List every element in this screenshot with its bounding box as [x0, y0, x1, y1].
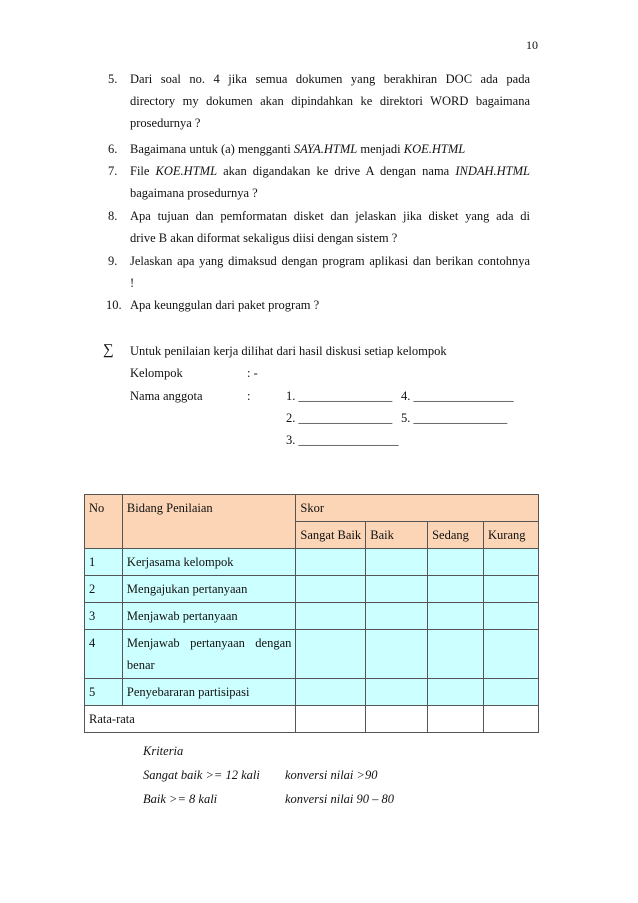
question-5: 5. Dari soal no. 4 jika semua dokumen yang berakhiran DOC ada pada directory my dokumen akan dipindahkan ke direktori WORD bagaimana prosedurnya ?: [108, 68, 530, 134]
header-sangat-baik: Sangat Baik: [296, 522, 366, 549]
header-no: No: [85, 495, 123, 549]
question-5-line-3: prosedurnya ?: [130, 116, 201, 130]
table-row: 2 Mengajukan pertanyaan: [85, 576, 539, 603]
group-label: Kelompok: [130, 366, 183, 380]
sigma-icon: ∑: [103, 342, 114, 358]
table-row: 3 Menjawab pertanyaan: [85, 603, 539, 630]
question-5-line-1: Dari soal no. 4 jika semua dokumen yang berakhiran DOC ada pada: [130, 72, 530, 86]
header-sedang: Sedang: [428, 522, 484, 549]
criteria-1-right: konversi nilai >90: [285, 768, 378, 782]
members-label: Nama anggota: [130, 389, 203, 403]
footer-rata-rata: Rata-rata: [85, 706, 296, 733]
member-3: 3. ________________: [286, 433, 399, 447]
header-kurang: Kurang: [484, 522, 539, 549]
member-4: 4. ________________: [401, 389, 514, 403]
header-skor: Skor: [296, 495, 539, 522]
question-6: 6. Bagaimana untuk (a) mengganti SAYA.HTML menjadi KOE.HTML: [108, 142, 466, 156]
member-5: 5. _______________: [401, 411, 508, 425]
group-value: : -: [247, 366, 258, 380]
question-9: 9. Jelaskan apa yang dimaksud dengan program aplikasi dan berikan contohnya !: [108, 254, 530, 290]
question-7: 7. File KOE.HTML akan digandakan ke drive A dengan nama INDAH.HTML bagaimana prosedurnya ?: [108, 164, 530, 200]
criteria-1-left: Sangat baik >= 12 kali: [143, 768, 260, 782]
table-footer-row: [85, 706, 539, 733]
question-5-line-2: directory my dokumen akan dipindahkan ke direktori WORD bagaimana: [130, 94, 530, 108]
member-1: 1. _______________: [286, 389, 393, 403]
scoring-table: [84, 494, 539, 733]
question-10: 10. Apa keunggulan dari paket program ?: [106, 298, 320, 312]
criteria-2-left: Baik >= 8 kali: [143, 792, 218, 806]
member-2: 2. _______________: [286, 411, 393, 425]
members-colon: :: [247, 389, 251, 403]
table-row: 4 Menjawab pertanyaan dengan benar: [85, 630, 539, 679]
assessment-intro: Untuk penilaian kerja dilihat dari hasil diskusi setiap kelompok: [130, 344, 447, 358]
table-row: 1 Kerjasama kelompok: [85, 549, 539, 576]
header-baik: Baik: [366, 522, 428, 549]
criteria-title: Kriteria: [143, 744, 184, 758]
table-row: 5 Penyebararan partisipasi: [85, 679, 539, 706]
table-header-row: [85, 495, 539, 522]
page-number: 10: [526, 38, 538, 52]
header-bidang: Bidang Penilaian: [122, 495, 295, 549]
criteria-2-right: konversi nilai 90 – 80: [285, 792, 395, 806]
question-8: 8. Apa tujuan dan pemformatan disket dan jelaskan jika disket yang ada di drive B akan diformat sekaligus diisi dengan sistem ?: [108, 209, 530, 245]
